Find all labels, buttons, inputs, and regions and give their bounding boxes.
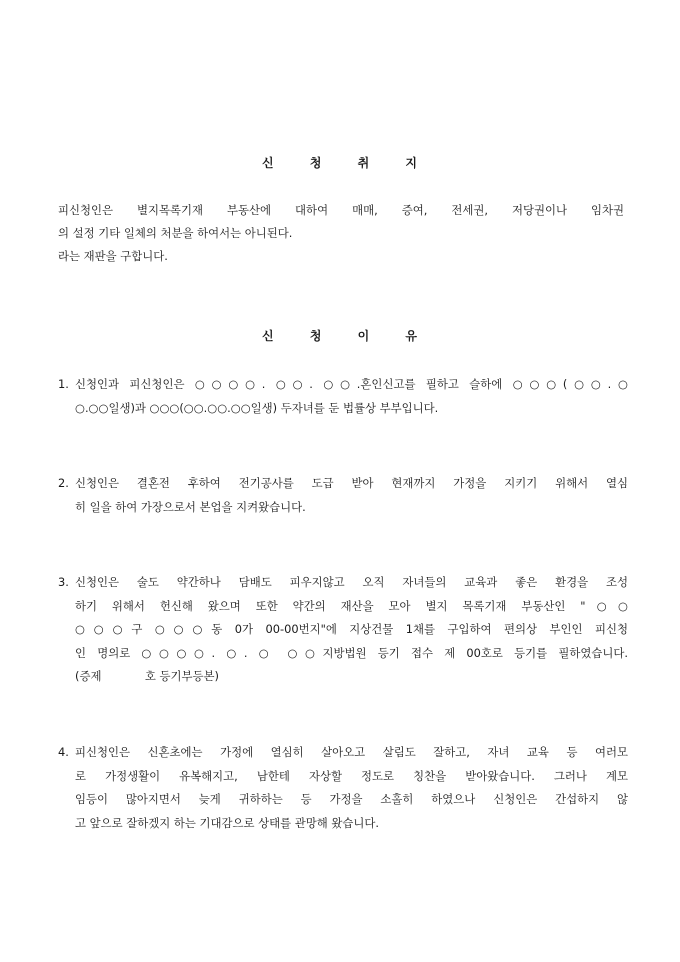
reason-item-4	[58, 741, 628, 835]
reason-line: ○○○구 ○○○동 0가 00-00번지"에 지상건물 1채를 구입하여 편의상 부인인 피신청	[75, 622, 628, 636]
reason-line: 피신청인은 신혼초에는 가정에 열심히 살아오고 살림도 잘하고, 자녀 교육 등 여러모	[75, 745, 628, 759]
reason-item-2	[58, 472, 628, 519]
reason-number: 1.	[58, 377, 69, 391]
purpose-line: 라는 재판을 구합니다.	[58, 249, 168, 263]
purpose-paragraph	[58, 199, 624, 268]
reason-line: ○.○○일생)과 ○○○(○○.○○.○○일생) 두자녀를 둔 법률상 부부입니다.	[75, 400, 439, 415]
reason-line: 인 명의로 ○○○○. ○. ○ ○○지방법원 등기 접수 제 00호로 등기를 필하였습니다.	[75, 645, 628, 660]
purpose-line: 의 설정 기타 일체의 처분을 하여서는 아니된다.	[58, 226, 293, 240]
reason-item-1	[58, 373, 628, 420]
reason-number: 3.	[58, 575, 69, 589]
reason-line: 로 가정생활이 유복해지고, 남한테 자상할 정도로 칭찬을 받아왔습니다. 그러나 계모	[75, 768, 628, 783]
reason-line: 고 앞으로 잘하겠지 하는 기대감으로 상태를 관망해 왔습니다.	[75, 815, 380, 830]
reason-number: 4.	[58, 745, 69, 759]
reason-line: 하기 위해서 헌신해 왔으며 또한 약간의 재산을 모아 별지 목록기재 부동산인 "○○	[75, 598, 628, 613]
reason-line: 신청인과 피신청인은 ○○○○. ○○. ○○.혼인신고를 필하고 슬하에 ○○○(○○.○	[75, 377, 628, 391]
reason-line: 신청인은 술도 약간하나 담배도 피우지않고 오직 자녀들의 교육과 좋은 환경을 조성	[75, 575, 628, 589]
reason-line: 히 일을 하여 가장으로서 본업을 지켜왔습니다.	[75, 499, 306, 514]
purpose-line: 피신청인은 별지목록기재 부동산에 대하여 매매, 증여, 전세권, 저당권이나 임차권	[58, 203, 624, 217]
purpose-heading: 신 청 취 지	[262, 156, 418, 170]
reason-line: (증제 호 등기부등본)	[75, 669, 219, 683]
reason-line: 임등이 많아지면서 늦게 귀하하는 등 가정을 소홀히 하였으나 신청인은 간섭하지 않	[75, 792, 628, 806]
reason-line: 신청인은 결혼전 후하여 전기공사를 도급 받아 현재까지 가정을 지키기 위해서 열심	[75, 476, 628, 490]
reasons-heading: 신 청 이 유	[262, 329, 418, 343]
reason-number: 2.	[58, 476, 69, 490]
reason-item-3	[58, 571, 628, 689]
